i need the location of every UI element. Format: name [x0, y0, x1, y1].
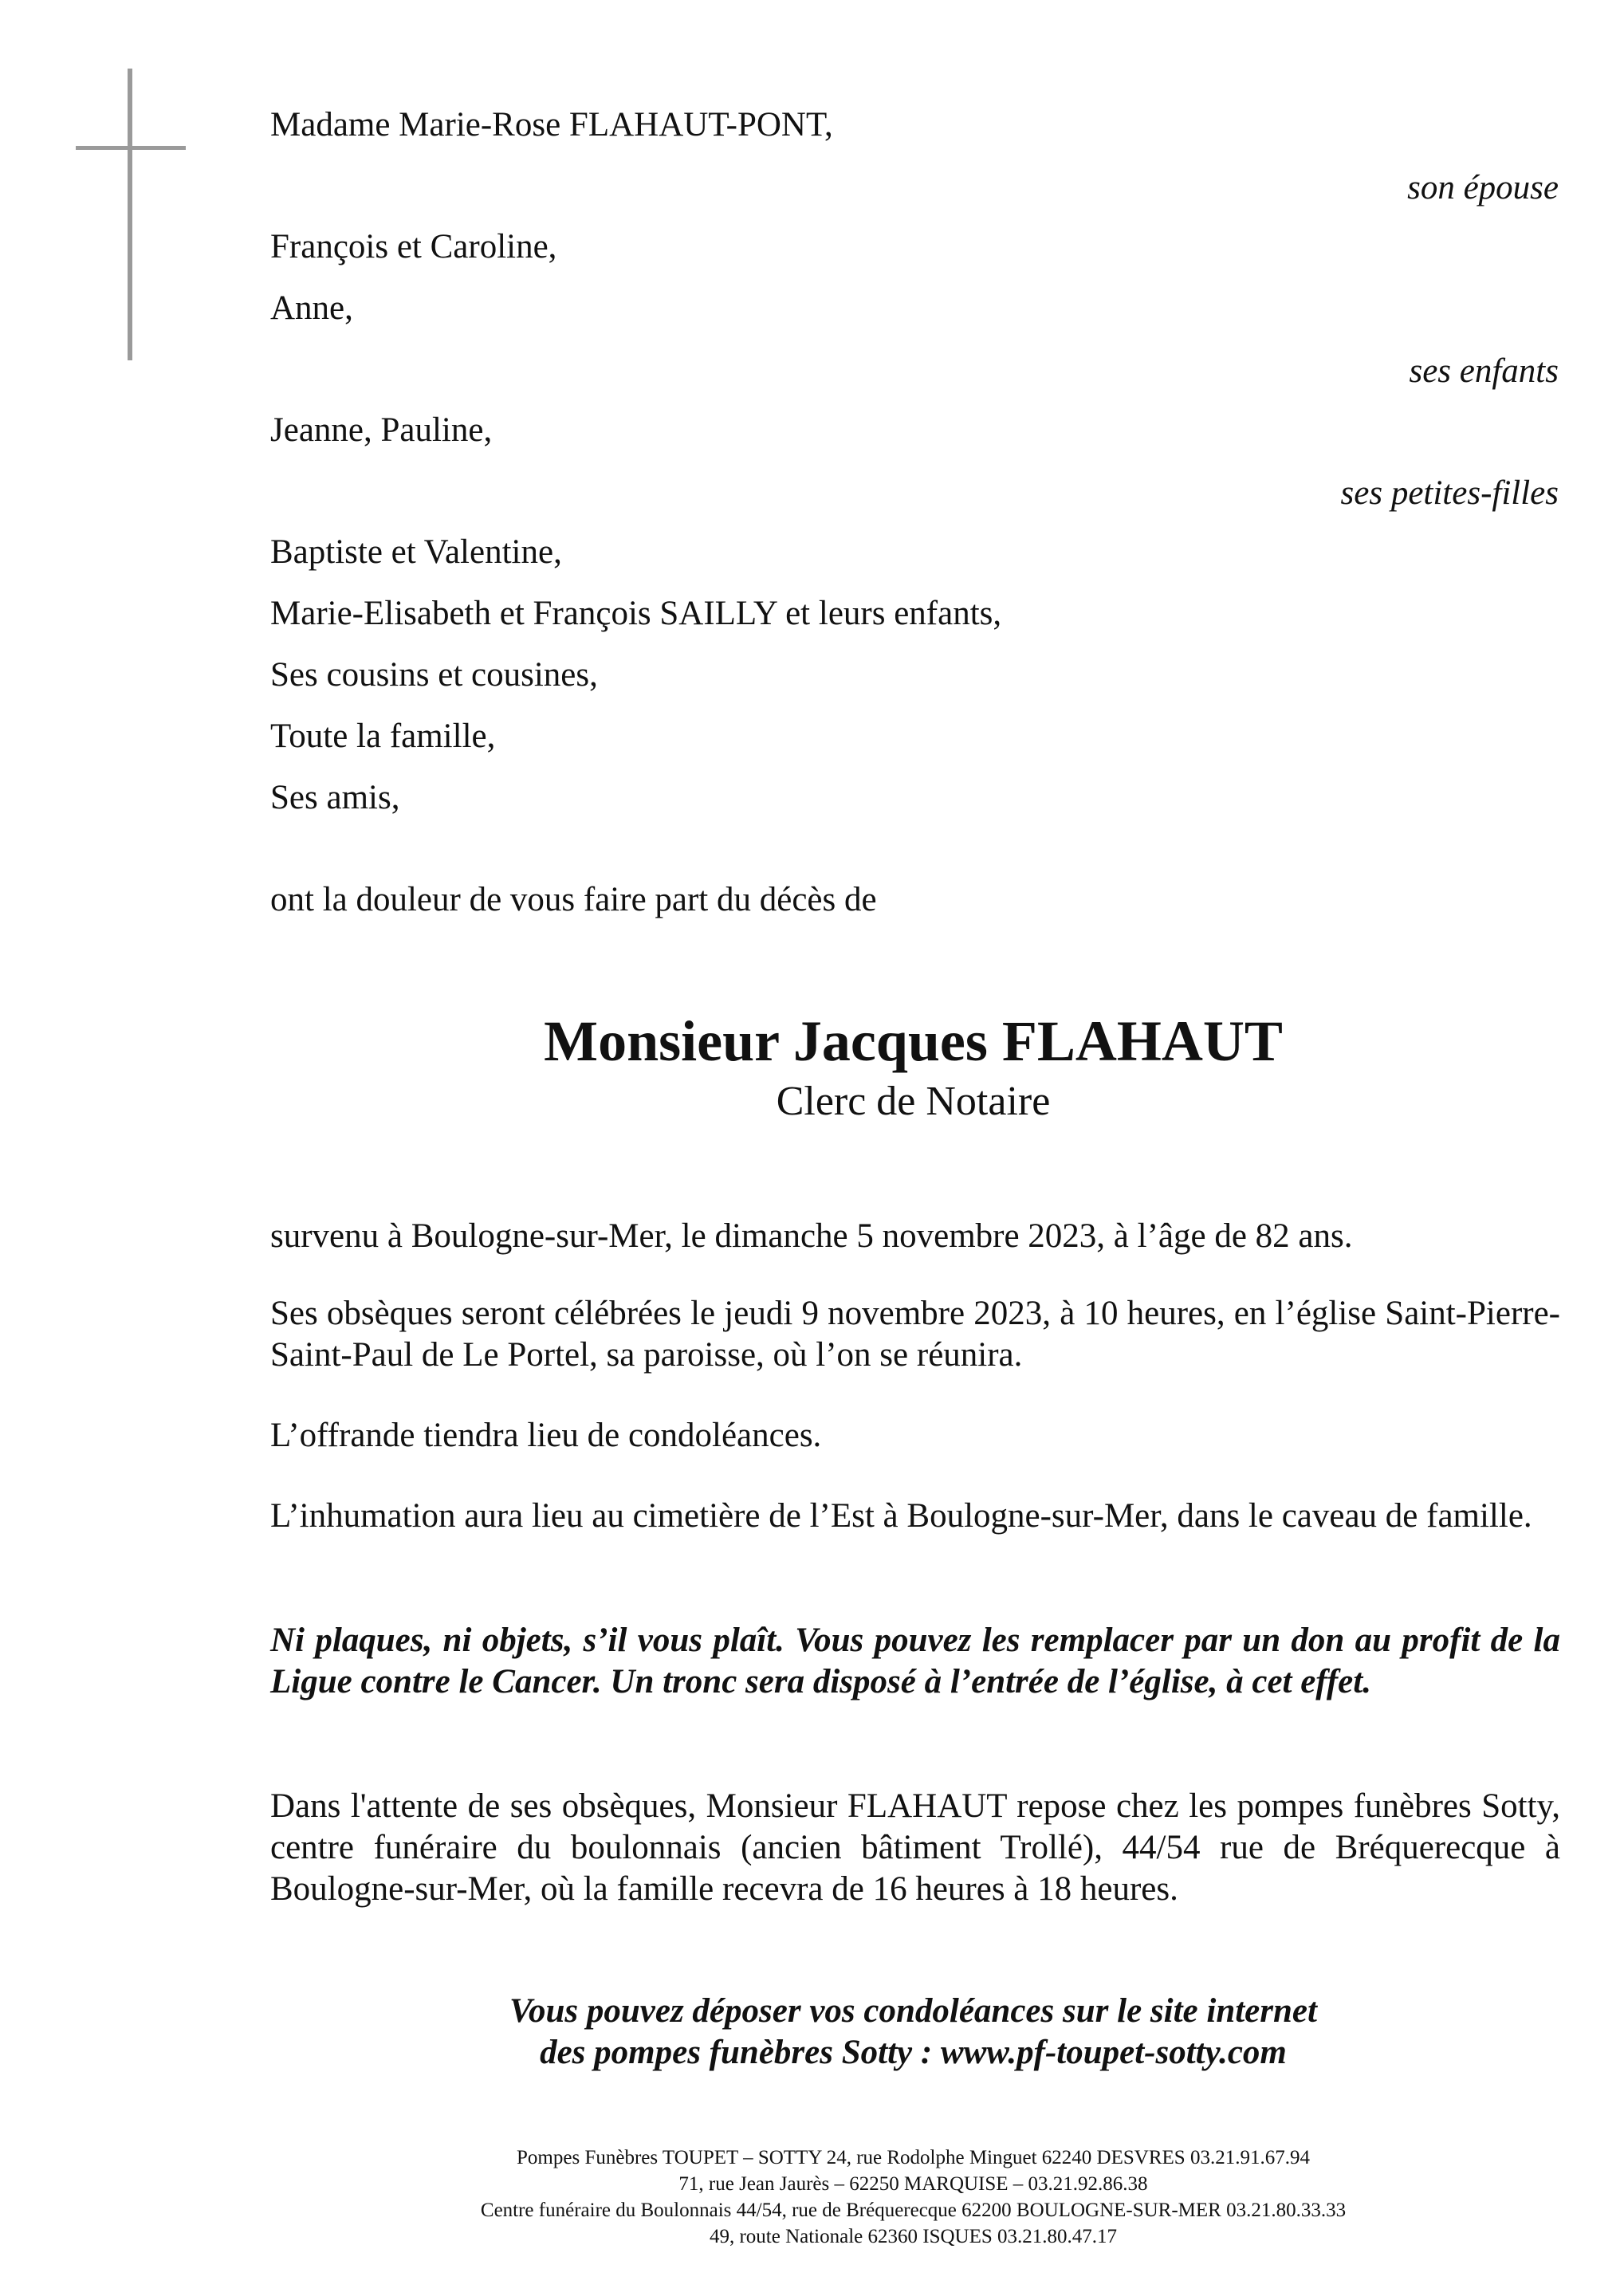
child-name: Anne,	[270, 289, 353, 327]
footer-line: 71, rue Jean Jaurès – 62250 MARQUISE – 03.21.92.86.38	[678, 2173, 1148, 2195]
child-name: François et Caroline,	[270, 228, 557, 265]
grandchildren-role: ses petites-filles	[1340, 474, 1559, 512]
relative-line: Ses cousins et cousines,	[270, 656, 598, 694]
footer-line: Centre funéraire du Boulonnais 44/54, rue de Bréquerecque 62200 BOULOGNE-SUR-MER 03.21.80.33.33	[480, 2200, 1347, 2221]
offering-note: L’offrande tiendra lieu de condoléances.	[270, 1417, 822, 1454]
repose-details: Dans l'attente de ses obsèques, Monsieur FLAHAUT repose chez les pompes funèbres Sotty, centre funéraire du boulonnais (ancien bâtiment Trollé), 44/54 rue de Bréquerecque à Boulogne-sur-Mer, où la famille recevra de 16 heures à 18 heures.	[270, 1787, 1560, 1908]
deceased-name: Monsieur Jacques FLAHAUT	[544, 1009, 1283, 1073]
footer-line: Pompes Funèbres TOUPET – SOTTY 24, rue Rodolphe Minguet 62240 DESVRES 03.21.91.67.94	[517, 2147, 1310, 2168]
condolences-notice	[101, 1991, 1624, 2074]
donation-note: Ni plaques, ni objets, s’il vous plaît. Vous pouvez les remplacer par un don au profit de la Ligue contre le Cancer. Un tronc sera disposé à l’entrée de l’église, à cet effet.	[270, 1622, 1560, 1700]
relative-line: Ses amis,	[270, 779, 400, 816]
spouse-name: Madame Marie-Rose FLAHAUT-PONT,	[270, 106, 833, 144]
children-role: ses enfants	[1409, 352, 1559, 390]
funeral-details: Ses obsèques seront célébrées le jeudi 9 novembre 2023, à 10 heures, en l’église Saint-Pierre-Saint-Paul de Le Portel, sa paroisse, où l’on se réunira.	[270, 1295, 1560, 1374]
burial-details: L’inhumation aura lieu au cimetière de l’Est à Boulogne-sur-Mer, dans le caveau de famille.	[270, 1497, 1532, 1535]
condolences-line: Vous pouvez déposer vos condoléances sur le site internet	[509, 1992, 1317, 2030]
condolences-website-line: des pompes funèbres Sotty : www.pf-toupet-sotty.com	[540, 2034, 1287, 2071]
footer-line: 49, route Nationale 62360 ISQUES 03.21.80.47.17	[709, 2226, 1118, 2247]
spouse-role: son épouse	[1407, 169, 1559, 206]
announcement-text: ont la douleur de vous faire part du décès de	[270, 881, 877, 918]
relative-line: Toute la famille,	[270, 718, 496, 755]
relative-line: Marie-Elisabeth et François SAILLY et leurs enfants,	[270, 595, 1002, 632]
funeral-home-footer	[101, 2145, 1624, 2250]
relative-line: Baptiste et Valentine,	[270, 533, 562, 571]
deceased-profession: Clerc de Notaire	[776, 1079, 1051, 1124]
grandchildren-names: Jeanne, Pauline,	[270, 411, 493, 449]
cross-icon	[76, 69, 187, 364]
death-notice: survenu à Boulogne-sur-Mer, le dimanche 5 novembre 2023, à l’âge de 82 ans.	[270, 1217, 1353, 1255]
